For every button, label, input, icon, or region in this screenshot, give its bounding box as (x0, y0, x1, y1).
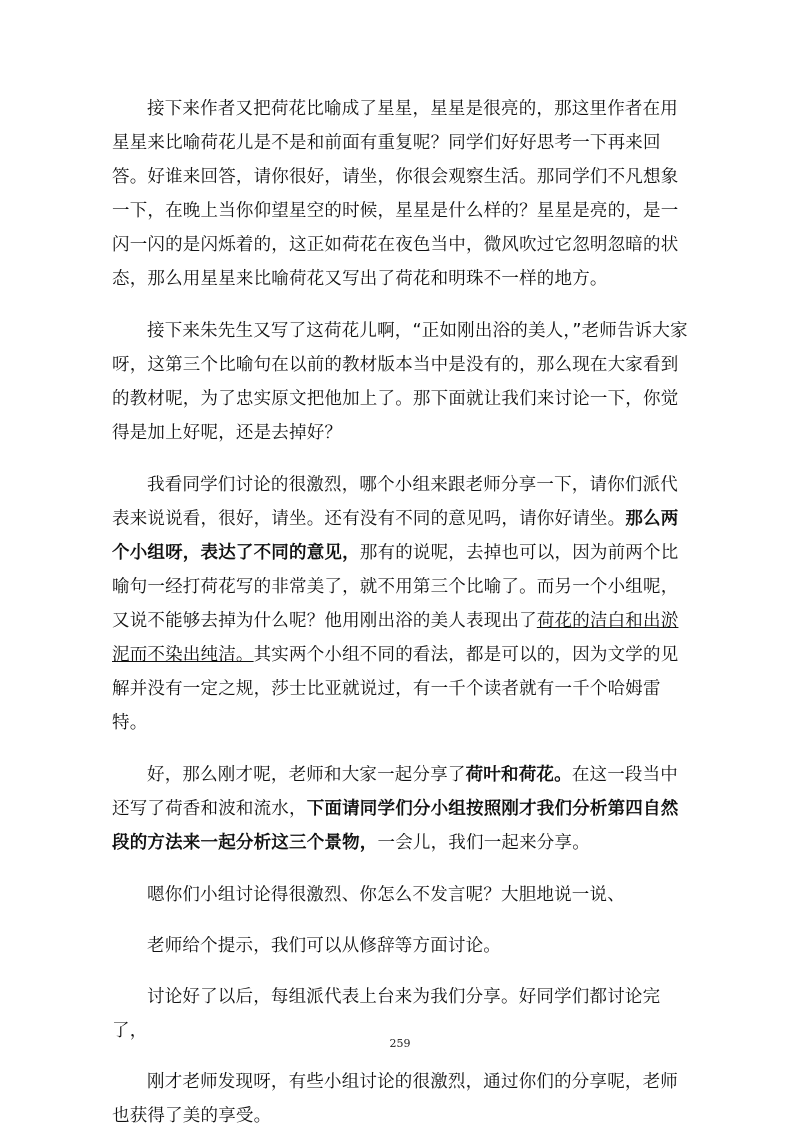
paragraph-closing (112, 1065, 690, 1133)
paragraph-group-discussion (112, 468, 690, 740)
paragraph-lotus-stars (112, 92, 690, 296)
emphasis-text: 那么两个小组呀，表达了不同的意见， (112, 509, 679, 563)
paragraph-text: 在这一段当中还写了荷香和波和流水， (112, 765, 679, 819)
paragraph-encourage-speaking (112, 878, 690, 912)
paragraph-text: 刚才老师发现呀，有些小组讨论的很激烈，通过你们的分享呢，老师也获得了美的享受。 (112, 1072, 678, 1126)
paragraph-text: 好，那么刚才呢，老师和大家一起分享了 (147, 765, 466, 785)
paragraph-text: 嗯你们小组讨论得很激烈、你怎么不发言呢？大胆地说一说、 (147, 885, 625, 905)
emphasis-text: 下面请同学们分小组按照刚才我们分析第四自然段的方法来一起分析这三个景物， (112, 799, 679, 853)
paragraph-text: 其实两个小组不同的看法，都是可以的，因为文学的见解并没有一定之规，莎士比亚就说过，有一千个读者就有一千个哈姆雷特。 (112, 645, 679, 733)
underlined-text: 荷花的洁白和出淤泥而不染出纯洁。 (112, 611, 679, 665)
paragraph-text: 接下来朱先生又写了这荷花儿啊，“正如刚出浴的美人，”老师告诉大家呀，这第三个比喻句在以前的教材版本当中是没有的，那么现在大家看到的教材呢，为了忠实原文把他加上了。那下面就让我们来讨论一下，你觉得是加上好呢，还是去掉好？ (112, 321, 688, 443)
paragraph-text: 一会儿，我们一起来分享。 (377, 833, 590, 853)
paragraph-teacher-hint (112, 929, 690, 963)
paragraph-text: 我看同学们讨论的很激烈，哪个小组来跟老师分享一下，请你们派代表来说说看，很好，请坐。还有没有不同的意见吗，请你好请坐。 (112, 475, 678, 529)
paragraph-text: 讨论好了以后，每组派代表上台来为我们分享。好同学们都讨论完了， (112, 987, 661, 1041)
paragraph-bathing-beauty (112, 314, 690, 450)
paragraph-text: 那有的说呢，去掉也可以，因为前两个比喻句一经打荷花写的非常美了，就不用第三个比喻了。而另一个小组呢，又说不能够去掉为什么呢？他用刚出浴的美人表现出了 (112, 543, 679, 631)
page-number: 259 (389, 1037, 411, 1050)
page-body (112, 92, 690, 1133)
paragraph-text: 老师给个提示，我们可以从修辞等方面讨论。 (147, 936, 501, 956)
paragraph-text: 接下来作者又把荷花比喻成了星星，星星是很亮的，那这里作者在用星星来比喻荷花儿是不是和前面有重复呢？同学们好好思考一下再来回答。好谁来回答，请你很好，请坐，你很会观察生活。那同学们不凡想象一下，在晚上当你仰望星空的时候，星星是什么样的？星星是亮的，是一闪一闪的是闪烁着的，这正如荷花在夜色当中，微风吹过它忽明忽暗的状态，那么用星星来比喻荷花又写出了荷花和明珠不一样的地方。 (112, 99, 679, 289)
emphasis-text: 荷叶和荷花。 (465, 765, 572, 785)
paragraph-group-analysis (112, 758, 690, 860)
